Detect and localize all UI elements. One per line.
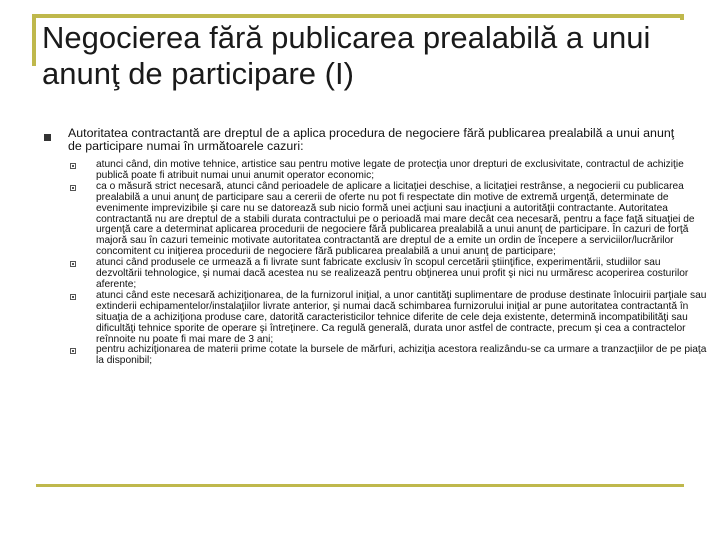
list-item-text: atunci când produsele ce urmează a fi livrate sunt fabricate exclusiv în scopul cercetării ştiinţifice, experimentării, studiilor sau dezvoltării tehnologice, şi numai dacă acestea nu se realizează pentru obţinerea unui profit şi nici nu urmăresc acoperirea costurilor aferente; <box>96 257 689 290</box>
list-item <box>96 345 708 367</box>
decorative-frame-bottom <box>36 484 684 487</box>
checkbox-bullet-icon <box>70 294 76 300</box>
list-item-text: pentru achiziţionarea de materii prime cotate la bursele de mărfuri, achiziţia acestora realizându-se ca urmare a tranzacţiilor de pe piaţa la disponibil; <box>96 344 707 367</box>
list-item-text: ca o măsură strict necesară, atunci când perioadele de aplicare a licitaţiei deschise, a licitaţiei restrânse, a negocierii cu publicarea prealabilă a unui anunţ de participare sau a cererii de oferte nu pot fi respectate din motive de extremă urgenţă, determinate de evenimente imprevizibile şi care nu se datorează sub nicio formă unei acţiuni sau inacţiuni a autorităţii contractante. Autoritatea contractantă nu are dreptul de a stabili durata contractului pe o perioadă mai mare decât cea necesară, pentru a face faţă situaţiei de urgenţă care a determinat aplicarea procedurii de negociere fără publicarea prealabilă a unui anunţ de participare. În cazuri de forţă majoră sau în cazuri temeinic motivate autoritatea contractantă are dreptul de a emite un ordin de începere a serviciilor/lucrărilor concomitent cu iniţierea procedurii de negociere fără publicarea prealabilă a unui anunţ de participare; <box>96 180 695 258</box>
slide-title: Negocierea fără publicarea prealabilă a unui anunţ de participare (I) <box>42 20 651 91</box>
list-item-text: atunci când este necesară achiziţionarea, de la furnizorul iniţial, a unor cantităţi suplimentare de produse destinate înlocuirii parţiale sau extinderii echipamentelor/instalaţiilor livrate anterior, şi numai dacă schimbarea furnizorului iniţial ar pune autoritatea contractantă în situaţia de a achiziţiona produse care, datorită caracteristicilor tehnice diferite de cele deja existente, determină incompatibilităţi sau dificultăţi tehnice sporite de operare şi întreţinere. Ca regulă generală, durata unor astfel de contracte, precum şi cea a contractelor reînnoite nu poate fi mai mare de 3 ani; <box>96 289 707 345</box>
list-item <box>96 182 708 258</box>
list-item <box>96 160 708 182</box>
list-item <box>96 291 708 346</box>
decorative-frame-left <box>32 14 36 66</box>
decorative-frame-top <box>32 14 684 18</box>
square-bullet-icon <box>44 134 51 141</box>
checkbox-bullet-icon <box>70 185 76 191</box>
checkbox-bullet-icon <box>70 261 76 267</box>
list-item <box>96 258 708 291</box>
intro-paragraph: Autoritatea contractantă are dreptul de a aplica procedura de negociere fără publicarea prealabilă a unui anunţ de participare numai în următoarele cazuri: <box>68 126 675 153</box>
list-item-text: atunci când, din motive tehnice, artistice sau pentru motive legate de protecţia unor drepturi de exclusivitate, contractul de achiziţie publică poate fi atribuit numai unui anumit operator economic; <box>96 159 684 181</box>
case-list <box>96 160 708 367</box>
checkbox-bullet-icon <box>70 348 76 354</box>
checkbox-bullet-icon <box>70 163 76 169</box>
